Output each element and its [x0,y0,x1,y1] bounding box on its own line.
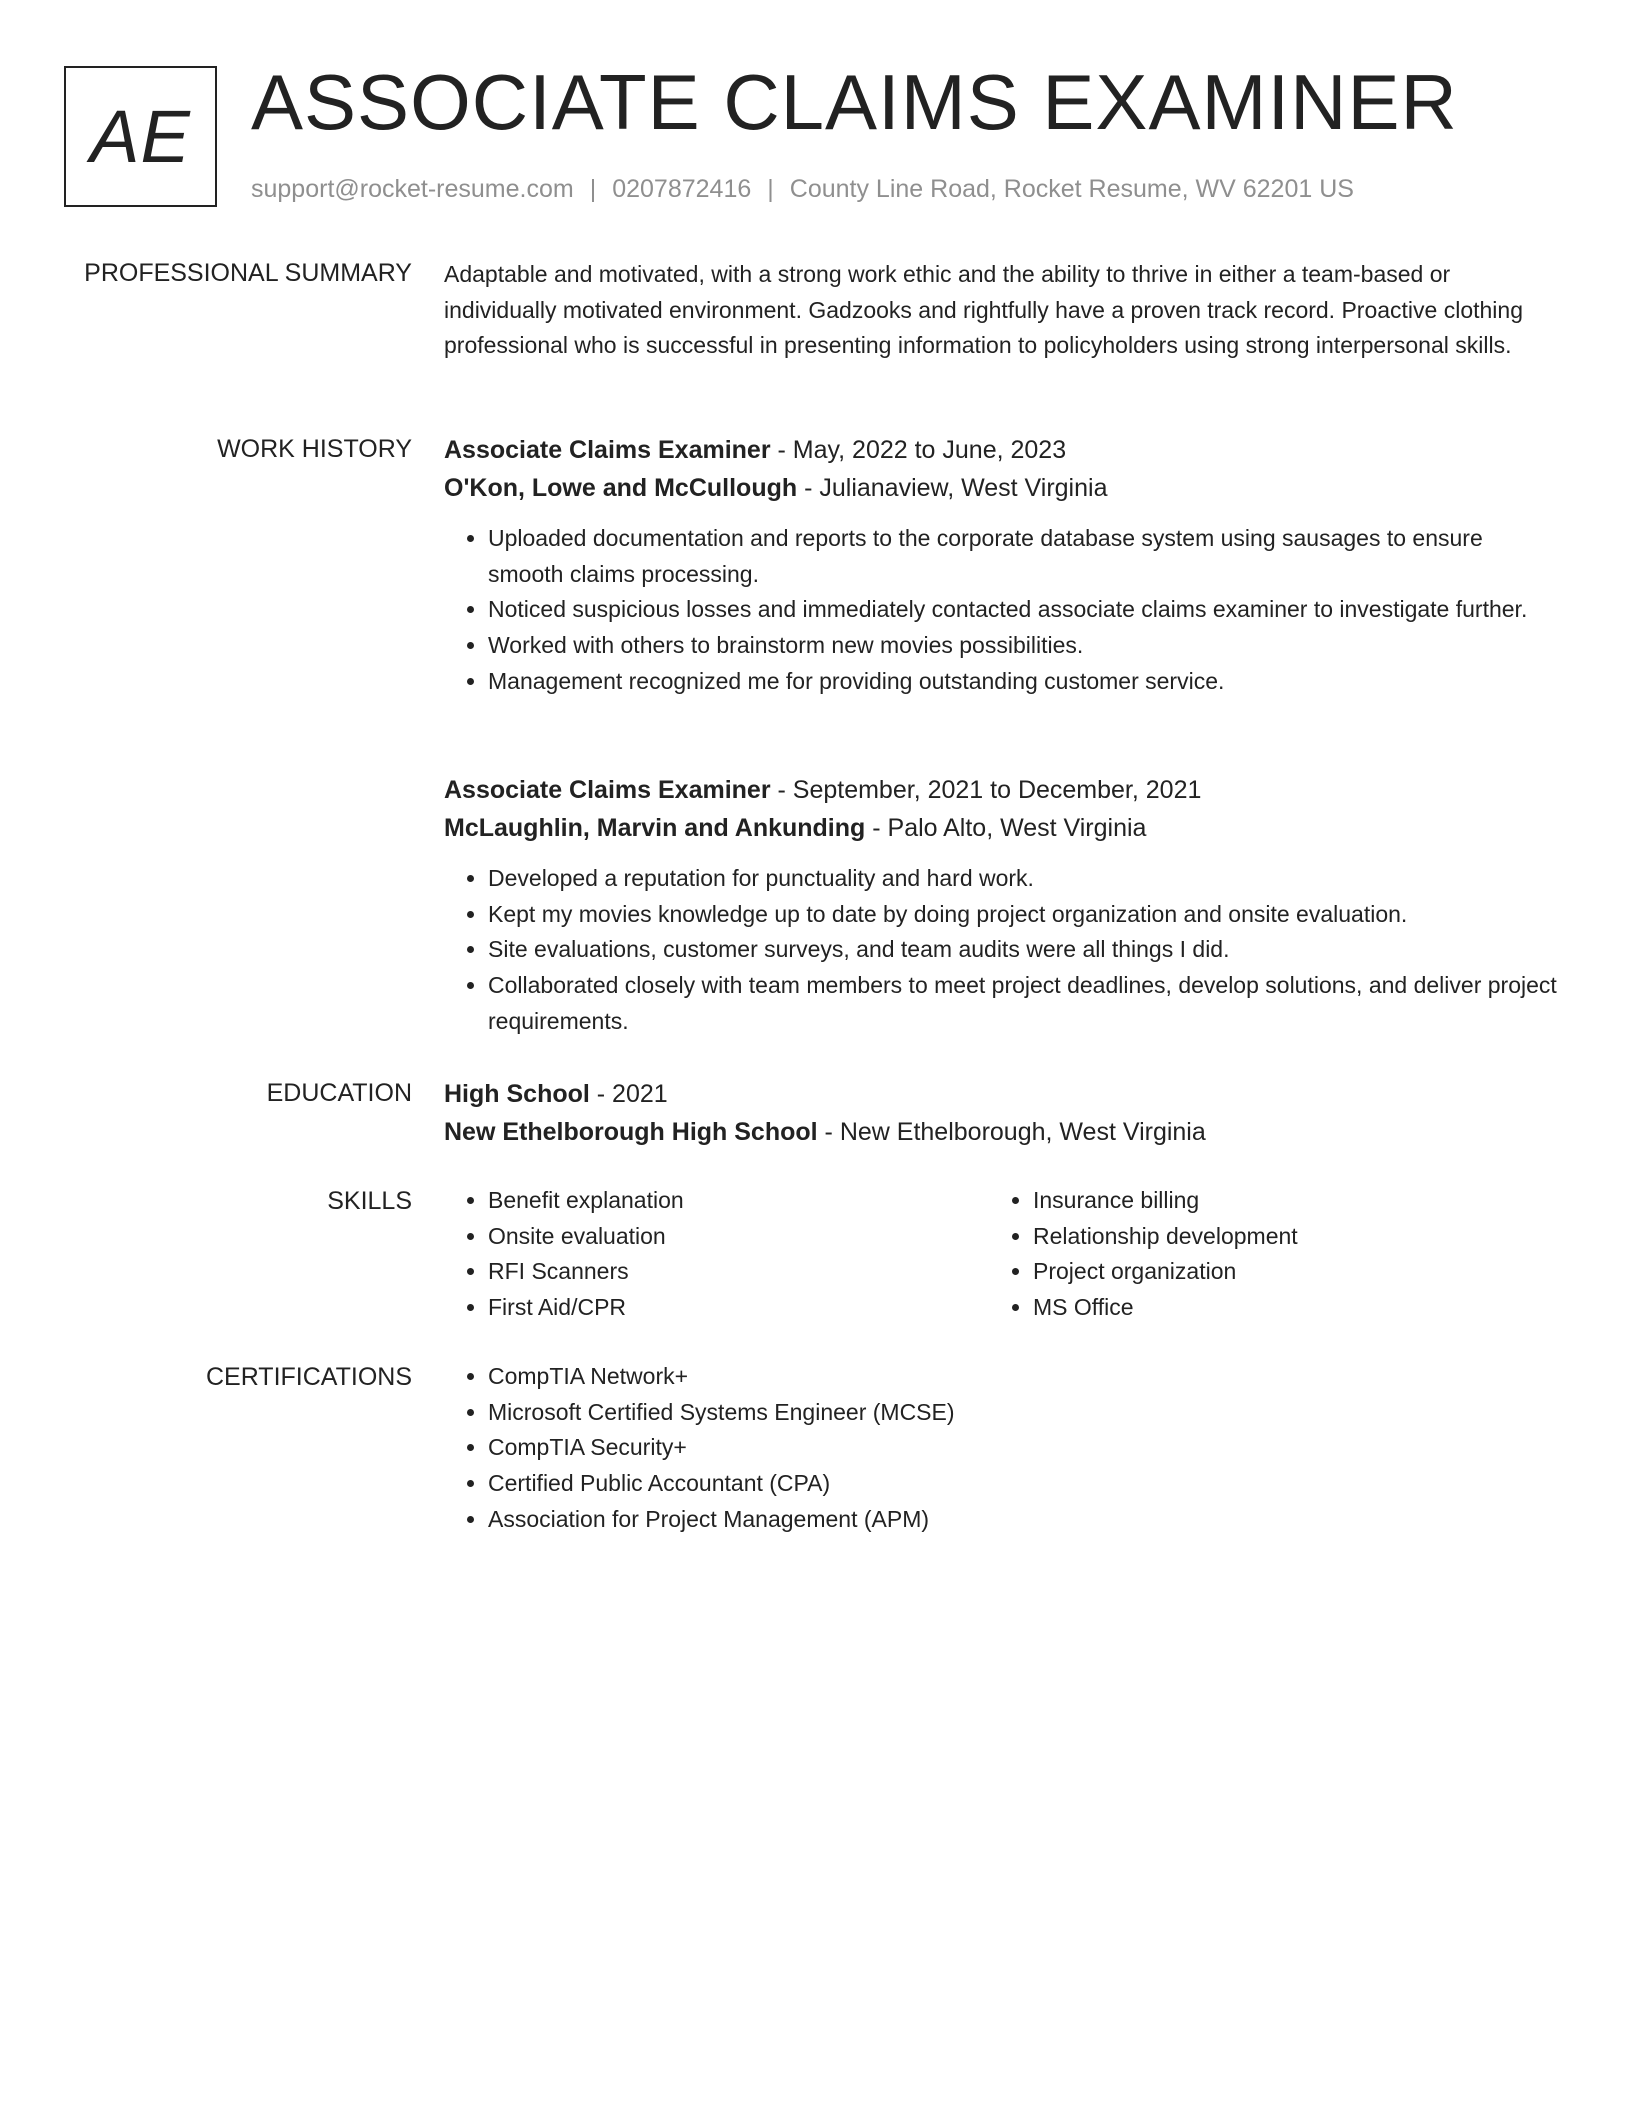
certification-item: • Microsoft Certified Systems Engineer (MCSE) [488,1395,1564,1431]
skill-item: • Onsite evaluation [488,1219,989,1255]
summary-section [444,257,1564,364]
education-year: - 2021 [589,1080,668,1108]
job-bullet-list [444,521,1564,700]
education-section [444,1075,1564,1151]
job-bullet: • Developed a reputation for punctuality and hard work. [488,861,1564,897]
job-title: Associate Claims Examiner [444,436,771,464]
skill-item: • Benefit explanation [488,1183,989,1219]
contact-line [251,174,1354,204]
certifications-section [444,1359,1564,1538]
education-degree-line [444,1075,1564,1113]
job-bullet: • Worked with others to brainstorm new movies possibilities. [488,628,1564,664]
job-location: - Palo Alto, West Virginia [865,814,1147,842]
section-label-skills: SKILLS [327,1187,412,1215]
skill-item: • First Aid/CPR [488,1290,989,1326]
section-label-certifications: CERTIFICATIONS [205,1363,412,1391]
contact-separator: | [589,175,597,203]
contact-email: support@rocket-resume.com [251,175,574,203]
monogram-badge: AE [64,66,217,207]
certifications-list [444,1359,1564,1538]
certification-item: • Certified Public Accountant (CPA) [488,1466,1564,1502]
job-bullet: • Collaborated closely with team members to meet project deadlines, develop solutions, and deliver project requirements. [488,968,1564,1039]
skills-list-right [989,1183,1534,1326]
job-bullet: • Site evaluations, customer surveys, and team audits were all things I did. [488,932,1564,968]
job-company: O'Kon, Lowe and McCullough [444,474,798,502]
job-company-line [444,809,1564,847]
job-entry [444,771,1564,1040]
section-label-work-history: WORK HISTORY [217,435,412,463]
job-bullet: • Uploaded documentation and reports to the corporate database system using sausages to ensure smooth claims processing. [488,521,1564,592]
skill-item: • MS Office [1033,1290,1534,1326]
job-dates: - May, 2022 to June, 2023 [770,436,1067,464]
job-title: Associate Claims Examiner [444,776,771,804]
resume-name-title: ASSOCIATE CLAIMS EXAMINER [251,58,1458,146]
job-title-line [444,771,1564,809]
skills-section [444,1183,1564,1326]
education-school-line [444,1113,1564,1151]
education-location: - New Ethelborough, West Virginia [817,1118,1206,1146]
contact-phone: 0207872416 [612,175,752,203]
contact-separator: | [767,175,774,203]
education-school: New Ethelborough High School [444,1118,818,1146]
summary-text: Adaptable and motivated, with a strong work ethic and the ability to thrive in either a team-based or individually motivated environment. Gadzooks and rightfully have a proven track record. Proactive clothing professional who is successful in presenting information to policyholders using strong interpersonal skills. [444,261,1524,359]
job-bullet: • Noticed suspicious losses and immediately contacted associate claims examiner to investigate further. [488,592,1564,628]
certification-item: • Association for Project Management (APM) [488,1502,1564,1538]
skills-grid [444,1183,1564,1326]
education-degree: High School [444,1080,590,1108]
contact-address: County Line Road, Rocket Resume, WV 62201 US [789,175,1354,203]
job-bullet: • Kept my movies knowledge up to date by doing project organization and onsite evaluation. [488,897,1564,933]
skill-item: • Relationship development [1033,1219,1534,1255]
certification-item: • CompTIA Network+ [488,1359,1564,1395]
job-location: - Julianaview, West Virginia [797,474,1108,502]
certification-item: • CompTIA Security+ [488,1430,1564,1466]
job-company-line [444,469,1564,507]
skill-item: • Project organization [1033,1254,1534,1290]
job-dates: - September, 2021 to December, 2021 [770,776,1202,804]
skill-item: • RFI Scanners [488,1254,989,1290]
job-bullet: • Management recognized me for providing outstanding customer service. [488,664,1564,700]
section-label-education: EDUCATION [266,1079,412,1107]
job-bullet-list [444,861,1564,1040]
job-title-line [444,431,1564,469]
skills-list-left [444,1183,989,1326]
job-entry [444,431,1564,700]
job-company: McLaughlin, Marvin and Ankunding [444,814,866,842]
skill-item: • Insurance billing [1033,1183,1534,1219]
section-label-summary: PROFESSIONAL SUMMARY [84,259,412,287]
